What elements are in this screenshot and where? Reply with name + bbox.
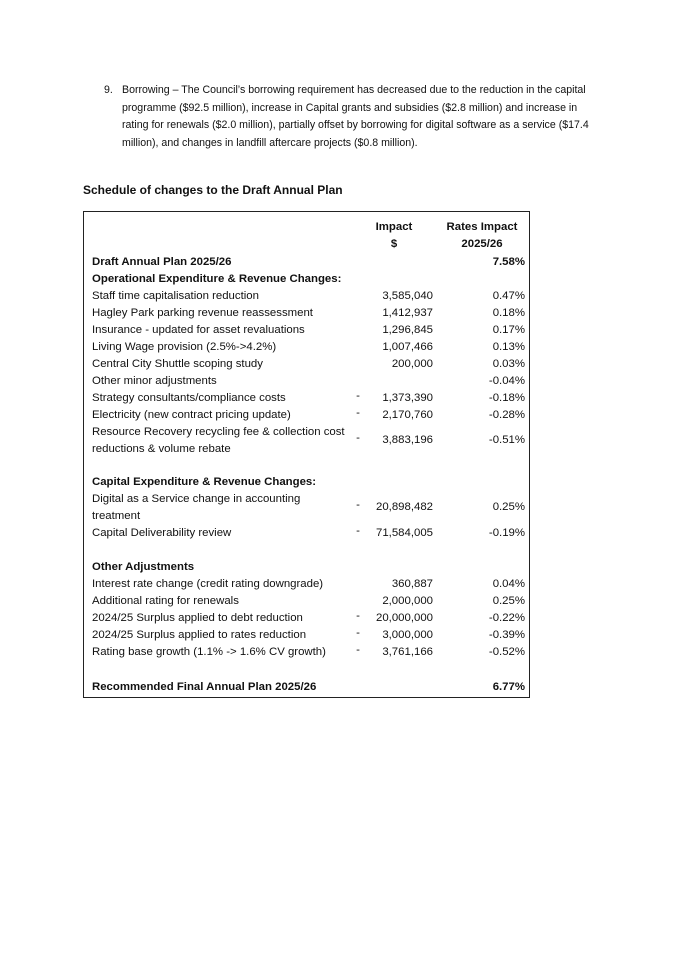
- row-label-line: Strategy consultants/compliance costs: [92, 392, 286, 404]
- row-label: [92, 491, 358, 525]
- rates-impact-value: 0.25%: [492, 501, 525, 513]
- row-label-line: 2024/25 Surplus applied to rates reduction: [92, 629, 307, 641]
- row-label: [92, 288, 358, 305]
- row-label-line: reductions & volume rebate: [92, 443, 231, 455]
- row-label: [92, 407, 358, 424]
- impact-column-header: [354, 219, 434, 253]
- row-label-line: Capital Deliverability review: [92, 527, 232, 539]
- impact-value: 20,000,000: [375, 612, 433, 624]
- row-label-line: Electricity (new contract pricing update): [92, 409, 291, 421]
- row-label-line: Draft Annual Plan 2025/26: [92, 256, 232, 268]
- rates-impact-value: -0.22%: [488, 612, 525, 624]
- row-label: [92, 305, 358, 322]
- impact-value: 71,584,005: [375, 527, 433, 539]
- negative-marker: -: [356, 525, 360, 537]
- row-label-line: Central City Shuttle scoping study: [92, 358, 263, 370]
- negative-marker: -: [356, 407, 360, 419]
- impact-value: 200,000: [391, 358, 433, 370]
- row-label-line: Other Adjustments: [92, 561, 195, 573]
- row-label: [92, 339, 358, 356]
- impact-value: 3,585,040: [382, 290, 433, 302]
- impact-value: 1,007,466: [382, 341, 433, 353]
- row-label: [92, 424, 358, 458]
- rates-impact-value: -0.52%: [488, 646, 525, 658]
- impact-value: 3,000,000: [382, 629, 433, 641]
- rates-impact-value: -0.19%: [488, 527, 525, 539]
- negative-marker: -: [356, 627, 360, 639]
- row-label-line: Digital as a Service change in accounting: [92, 493, 301, 505]
- paragraph-text: [122, 82, 604, 152]
- row-label: [92, 254, 358, 271]
- paragraph-number: 9.: [104, 84, 113, 96]
- row-label-line: Staff time capitalisation reduction: [92, 290, 259, 302]
- section-heading: Schedule of changes to the Draft Annual Plan: [83, 183, 343, 197]
- row-label: [92, 322, 358, 339]
- impact-value: 1,373,390: [382, 392, 433, 404]
- rates-header-year: 2025/26: [461, 238, 503, 250]
- rates-impact-value: -0.51%: [488, 434, 525, 446]
- row-label-line: Operational Expenditure & Revenue Changes:: [92, 273, 342, 285]
- rates-impact-value: -0.28%: [488, 409, 525, 421]
- rates-impact-value: -0.18%: [488, 392, 525, 404]
- row-label: [92, 373, 358, 390]
- negative-marker: -: [356, 499, 360, 511]
- rates-impact-column-header: [437, 219, 527, 253]
- impact-value: 1,412,937: [382, 307, 433, 319]
- impact-header-label: Impact: [375, 221, 413, 233]
- rates-impact-value: 0.13%: [492, 341, 525, 353]
- paragraph-line: programme ($92.5 million), increase in Capital grants and subsidies ($2.8 million) and increase in: [122, 101, 578, 114]
- row-label-line: Recommended Final Annual Plan 2025/26: [92, 681, 317, 693]
- row-label: [92, 390, 358, 407]
- changes-table: [83, 211, 530, 698]
- impact-value: 3,761,166: [382, 646, 433, 658]
- row-label-line: Living Wage provision (2.5%->4.2%): [92, 341, 277, 353]
- rates-impact-value: 6.77%: [492, 681, 525, 693]
- rates-impact-value: 0.17%: [492, 324, 525, 336]
- rates-impact-value: 0.47%: [492, 290, 525, 302]
- row-label: [92, 610, 358, 627]
- impact-value: 3,883,196: [382, 434, 433, 446]
- row-label: [92, 271, 358, 288]
- impact-header-unit: $: [390, 238, 398, 250]
- impact-value: 360,887: [391, 578, 433, 590]
- rates-header-label: Rates Impact: [446, 221, 518, 233]
- row-label: [92, 576, 358, 593]
- row-label-line: Capital Expenditure & Revenue Changes:: [92, 476, 317, 488]
- negative-marker: -: [356, 610, 360, 622]
- row-label: [92, 559, 358, 576]
- rates-impact-value: 0.04%: [492, 578, 525, 590]
- row-label-line: Hagley Park parking revenue reassessment: [92, 307, 313, 319]
- impact-value: 2,170,760: [382, 409, 433, 421]
- row-label: [92, 356, 358, 373]
- rates-impact-value: -0.39%: [488, 629, 525, 641]
- row-label-line: Insurance - updated for asset revaluations: [92, 324, 305, 336]
- row-label-line: Resource Recovery recycling fee & collection cost: [92, 426, 345, 438]
- impact-value: 1,296,845: [382, 324, 433, 336]
- rates-impact-value: 0.18%: [492, 307, 525, 319]
- rates-impact-value: 0.25%: [492, 595, 525, 607]
- negative-marker: -: [356, 644, 360, 656]
- rates-impact-value: 7.58%: [492, 256, 525, 268]
- row-label-line: 2024/25 Surplus applied to debt reduction: [92, 612, 303, 624]
- paragraph-line: Borrowing – The Council’s borrowing requirement has decreased due to the reduction in the capital: [122, 84, 586, 96]
- paragraph-line: rating for renewals ($2.0 million), partially offset by borrowing for digital software as a service ($17.4: [122, 119, 589, 131]
- row-label: [92, 593, 358, 610]
- negative-marker: -: [356, 432, 360, 444]
- row-label: [92, 644, 358, 661]
- paragraph-line: million), and changes in landfill aftercare projects ($0.8 million).: [122, 136, 418, 149]
- row-label-line: Rating base growth (1.1% -> 1.6% CV growth): [92, 646, 326, 658]
- row-label: [92, 525, 358, 542]
- row-label: [92, 474, 358, 491]
- rates-impact-value: -0.04%: [488, 375, 525, 387]
- row-label-line: Additional rating for renewals: [92, 595, 239, 607]
- row-label-line: Other minor adjustments: [92, 375, 217, 387]
- row-label-line: treatment: [92, 510, 141, 522]
- rates-impact-value: 0.03%: [492, 358, 525, 370]
- negative-marker: -: [356, 390, 360, 402]
- impact-value: 20,898,482: [375, 501, 433, 513]
- row-label: [92, 679, 358, 696]
- row-label-line: Interest rate change (credit rating downgrade): [92, 578, 324, 590]
- impact-value: 2,000,000: [382, 595, 433, 607]
- row-label: [92, 627, 358, 644]
